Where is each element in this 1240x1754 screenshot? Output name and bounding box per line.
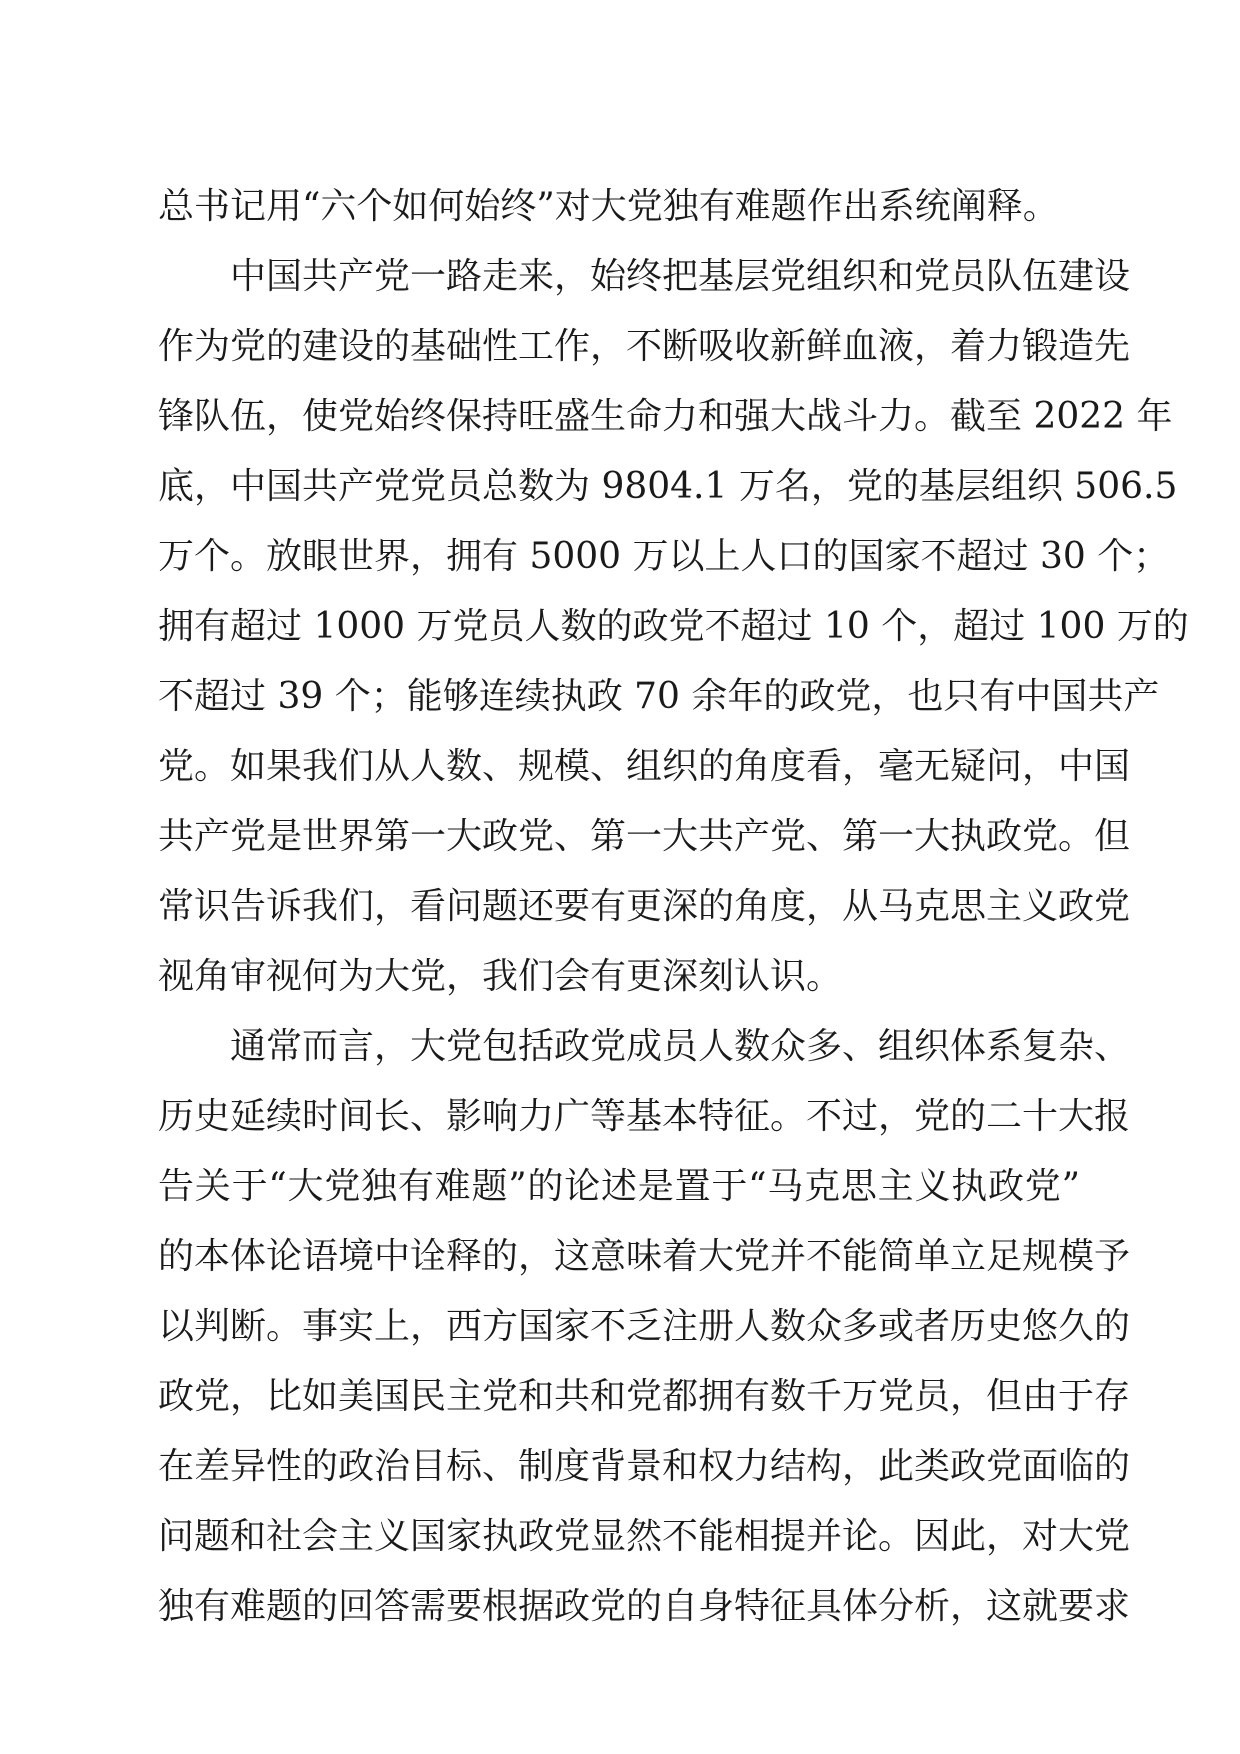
text-line: 常识告诉我们，看问题还要有更深的角度，从马克思主义政党 [158,886,1131,927]
text-line: 底，中国共产党党员总数为 9804.1 万名，党的基层组织 506.5 [158,466,1178,507]
text-line: 的本体论语境中诠释的，这意味着大党并不能简单立足规模予 [158,1236,1131,1277]
text-line: 锋队伍，使党始终保持旺盛生命力和强大战斗力。截至 2022 年 [158,396,1173,437]
text-line: 党。如果我们从人数、规模、组织的角度看，毫无疑问，中国 [158,746,1131,787]
text-line: 中国共产党一路走来，始终把基层党组织和党员队伍建设 [230,256,1131,297]
text-line: 问题和社会主义国家执政党显然不能相提并论。因此，对大党 [158,1516,1131,1557]
text-line: 历史延续时间长、影响力广等基本特征。不过，党的二十大报 [158,1096,1131,1137]
text-line: 独有难题的回答需要根据政党的自身特征具体分析，这就要求 [158,1586,1131,1627]
text-line: 拥有超过 1000 万党员人数的政党不超过 10 个，超过 100 万的 [158,606,1189,647]
text-line: 不超过 39 个；能够连续执政 70 余年的政党，也只有中国共产 [158,676,1160,717]
text-line: 以判断。事实上，西方国家不乏注册人数众多或者历史悠久的 [158,1306,1131,1347]
text-line: 政党，比如美国民主党和共和党都拥有数千万党员，但由于存 [158,1376,1131,1417]
text-line: 作为党的建设的基础性工作，不断吸收新鲜血液，着力锻造先 [158,326,1131,367]
text-line: 在差异性的政治目标、制度背景和权力结构，此类政党面临的 [158,1446,1131,1487]
body-text [158,186,1189,1656]
text-line: 万个。放眼世界，拥有 5000 万以上人口的国家不超过 30 个； [158,536,1170,577]
text-line: 告关于“大党独有难题”的论述是置于“马克思主义执政党” [158,1166,1080,1207]
text-line: 通常而言，大党包括政党成员人数众多、组织体系复杂、 [230,1026,1131,1067]
text-line: 共产党是世界第一大政党、第一大共产党、第一大执政党。但 [158,816,1131,857]
text-line: 视角审视何为大党，我们会有更深刻认识。 [158,956,843,997]
text-line: 总书记用“六个如何始终”对大党独有难题作出系统阐释。 [158,186,1059,227]
